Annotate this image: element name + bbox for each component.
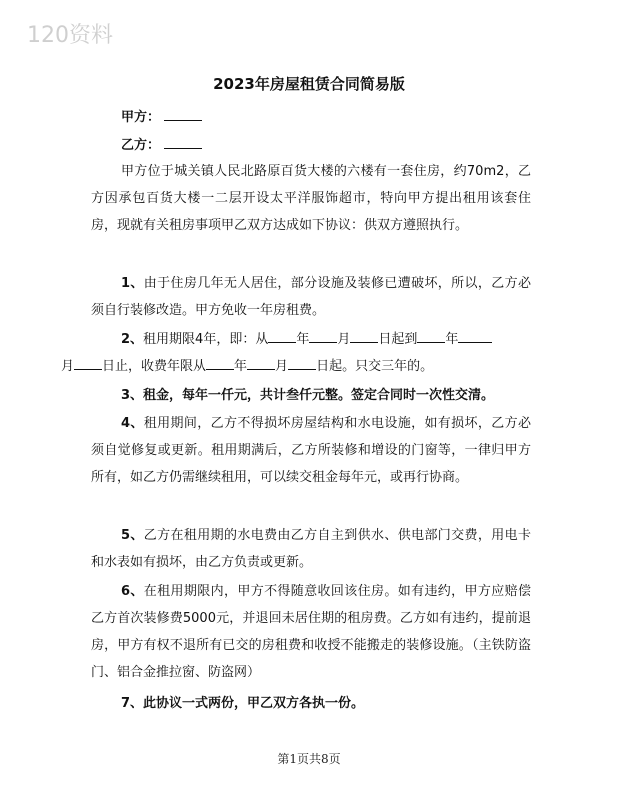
clause-2-number: 2、 [121, 332, 144, 347]
clause-7: 7、此协议一式两份，甲乙双方各执一份。 [121, 696, 365, 711]
label-month: 月 [337, 332, 351, 347]
intro-paragraph: 甲方位于城关镇人民北路原百货大楼的六楼有一套住房，约70m2，乙方因承包百货大楼一二层开设太平洋服饰超市，特向甲方提出租用该套住房，现就有关租房事项甲乙双方达成如下协议：供双方遵照执行。 [91, 164, 531, 233]
label-month-3: 月 [275, 359, 289, 374]
clause-1 [91, 270, 531, 324]
clause-5 [91, 522, 531, 576]
label-year-3: 年 [234, 359, 248, 374]
clause-4-number: 4、 [121, 416, 144, 431]
clause-2-text-a: 租用期限4年，即：从 [143, 332, 269, 347]
label-day-end: 日止，收费年限从 [102, 359, 207, 374]
blank-fee-day [288, 357, 316, 370]
clause-6-number: 6、 [121, 584, 144, 599]
watermark-logo: 120资料 [27, 23, 113, 48]
blank-end-day [74, 357, 102, 370]
clause-6-text: 在租用期限内，甲方不得随意收回该住房。如有违约，甲方应赔偿乙方首次装修费5000元，并退回未居住期的租房费。乙方如有违约，提前退房，甲方有权不退所有已交的房租费和收授不能搬走的装修设施。（主铁防盗门、铝合金推拉窗、防盗网） [91, 584, 531, 680]
page-footer: 第1页共8页 [277, 752, 341, 766]
blank-start-day [350, 330, 378, 343]
clause-4 [91, 410, 531, 491]
label-year-2: 年 [445, 332, 459, 347]
party-a-label: 甲方： [121, 110, 161, 125]
clause-6 [91, 578, 531, 686]
blank-fee-month [247, 357, 275, 370]
label-day-period: 日起。只交三年的。 [316, 359, 434, 374]
clause-1-number: 1、 [121, 276, 144, 291]
blank-start-month [309, 330, 337, 343]
party-a-line [121, 106, 202, 125]
document-title: 2023年房屋租赁合同简易版 [213, 75, 405, 93]
party-b-line [121, 134, 202, 153]
party-b-blank [164, 136, 202, 149]
clause-1-text: 由于住房几年无人居住，部分设施及装修已遭破坏，所以，乙方必须自行装修改造。甲方免收一年房租费。 [91, 276, 531, 318]
party-b-label: 乙方： [121, 138, 161, 153]
label-day-start: 日起到 [378, 332, 418, 347]
blank-end-year-tail [458, 330, 492, 343]
clause-2 [61, 326, 531, 380]
label-month-2: 月 [61, 359, 75, 374]
blank-start-year [268, 330, 296, 343]
clause-4-text: 租用期间，乙方不得损坏房屋结构和水电设施，如有损坏，乙方必须自觉修复或更新。租用期满后，乙方所装修和增设的门窗等，一律归甲方所有，如乙方仍需继续租用，可以续交租金每年元，或再行协商。 [91, 416, 531, 485]
clause-5-number: 5、 [121, 528, 144, 543]
blank-end-year [417, 330, 445, 343]
party-a-blank [164, 108, 202, 121]
clause-5-text: 乙方在租用期的水电费由乙方自主到供水、供电部门交费，用电卡和水表如有损坏，由乙方负责或更新。 [91, 528, 531, 570]
blank-fee-year [206, 357, 234, 370]
label-year: 年 [296, 332, 310, 347]
clause-3: 3、租金，每年一仟元，共计叁仟元整。签定合同时一次性交清。 [121, 388, 495, 403]
